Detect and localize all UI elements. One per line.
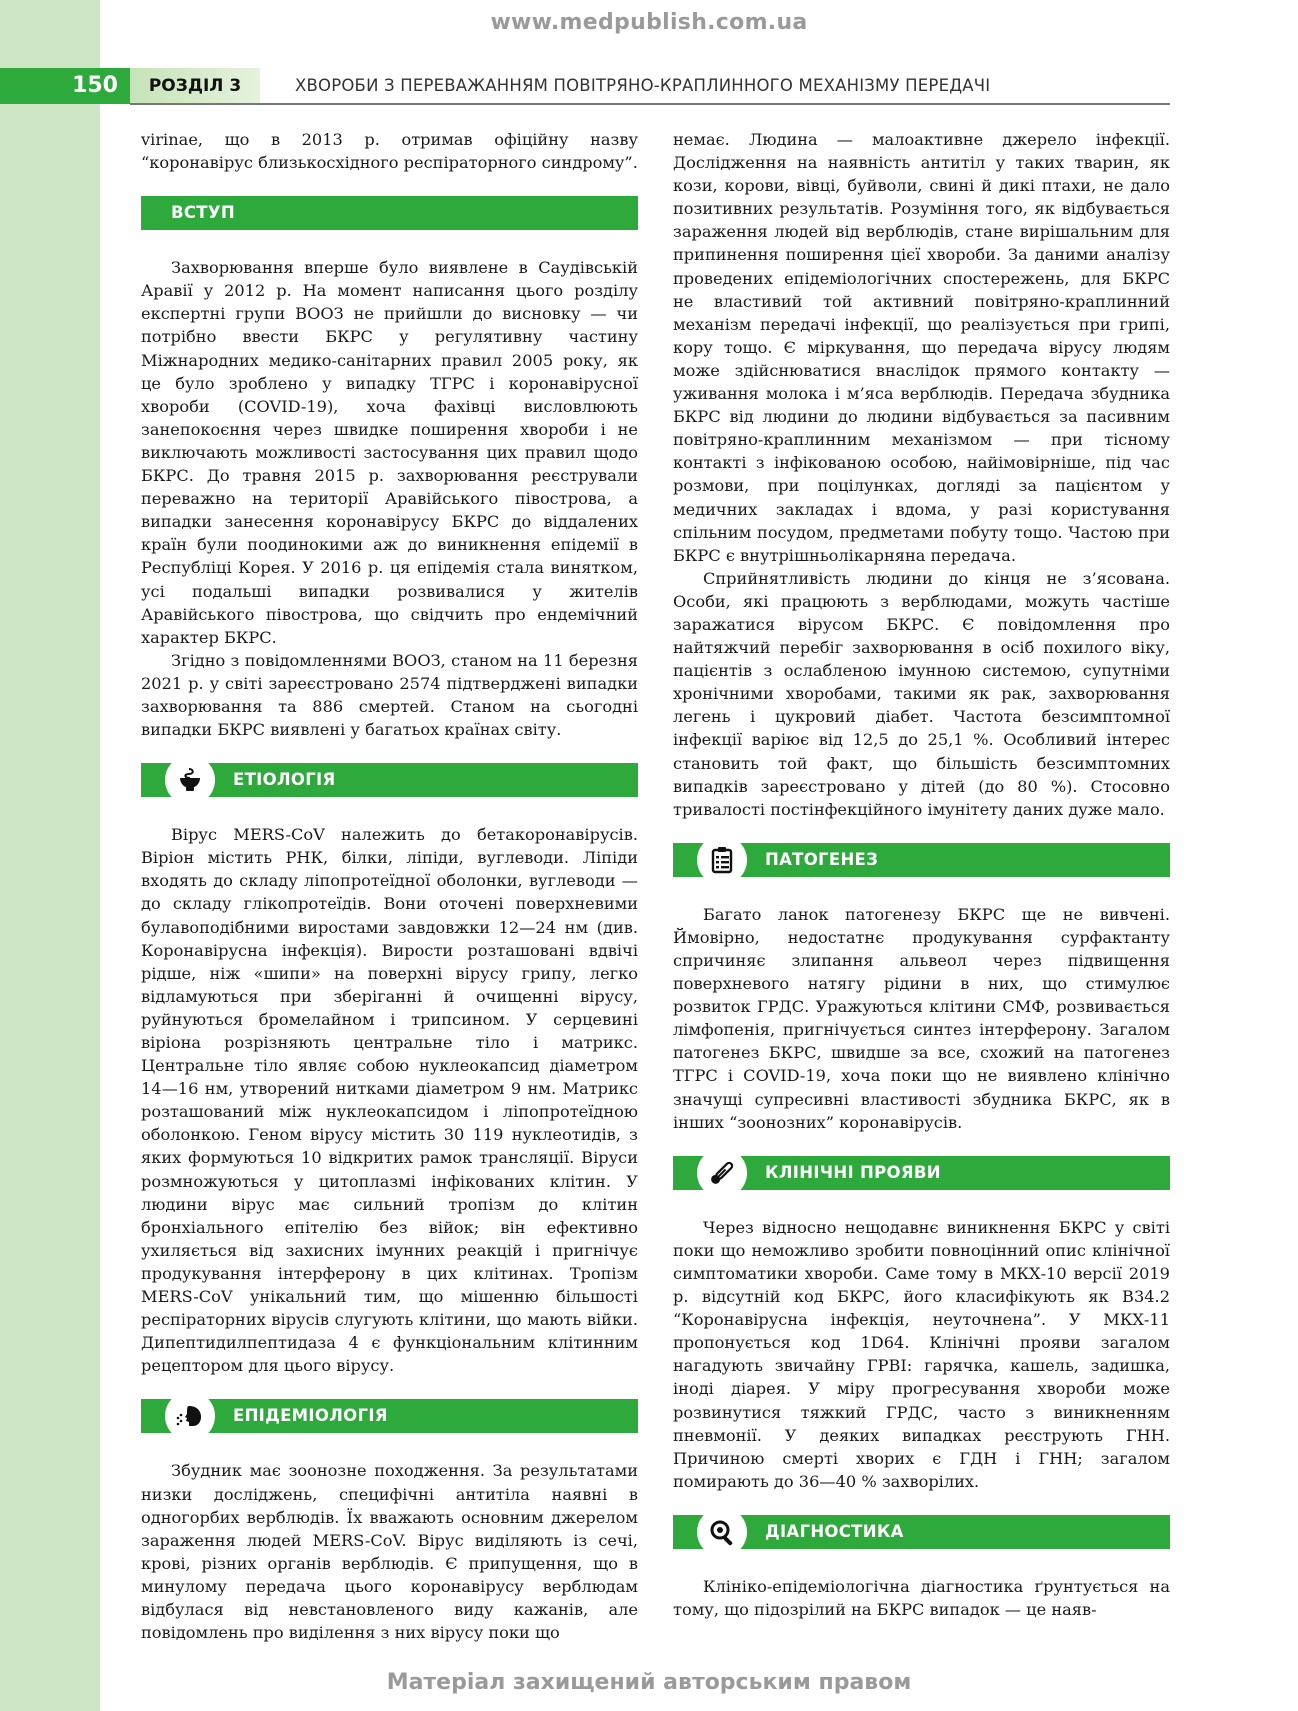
paragraph: Через відносно нещодавнє виникнення БКРС у світі поки що неможливо зробити повноцінний опис клінічної симптоматики хвороби. Саме тому в МКХ-10 версії 2019 р. відсутній код БКРС, його класифікують як B34.2 “Коронавірусна інфекція, неуточнена”. У МКХ-11 пропонується код 1D64. Клінічні прояви загалом нагадують звичайну ГРВІ: гарячка, кашель, задишка, іноді діарея. У міру прогресування хвороби може розвинутися тяжкий ГРДС, часто з виникненням пневмонії. У деяких випадках реєструють ГНН. Причиною смерті хворих є ГДН і ГНН; загалом помирають до 36—40 % захворілих. (673, 1217, 1170, 1491)
paragraph: Збудник має зоонозне походження. За результатами низки досліджень, специфічні антитіла наявні в одногорбих верблюдів. Їх вважають основним джерелом зараження людей MERS-CoV. Вірус виділяють із сечі, крові, різних органів верблюдів. Є припущення, що в минулому передача цього коронавірусу верблюдам відбулася від невстановленого виду кажанів, але повідомлень про виділення з них вірусу поки що (141, 1461, 638, 1643)
chapter-label: РОЗДІЛ 3 (130, 68, 260, 104)
section-header-epidemiology (141, 1399, 638, 1433)
paragraph: Захворювання вперше було виявлене в Саудівській Аравії у 2012 р. На момент написання цього розділу експертні групи ВООЗ не прийшли до висновку — чи потрібно ввести БКРС у регулятивну частину Міжнародних медико-санітарних правил 2005 року, як це було зроблено у випадку ТГРС і коронавірусної хвороби (COVID-19), хоча фахівці висловлюють занепокоєння через швидке поширення хвороби і не виключають можливості застосування цих правил щодо БКРС. До травня 2015 р. захворювання реєстрували переважно на території Аравійського півострова, а випадки занесення коронавірусу БКРС до віддалених країн були поодинокими аж до виникнення епідемії в Республіці Корея. У 2016 р. ця епідемія стала винятком, усі подальші випадки розвивалися у жителів Аравійського півострова, що свідчить про ендемічний характер БКРС. (141, 258, 638, 647)
chapter-title: ХВОРОБИ З ПЕРЕВАЖАННЯМ ПОВІТРЯНО-КРАПЛИННОГО МЕХАНІЗМУ ПЕРЕДАЧІ (295, 76, 991, 95)
section-title: ЕПІДЕМІОЛОГІЯ (233, 1406, 388, 1426)
section-title: КЛІНІЧНІ ПРОЯВИ (765, 1162, 941, 1182)
thermometer-icon (699, 1150, 745, 1196)
paragraph: Багато ланок патогенезу БКРС ще не вивчені. Ймовірно, недостатнє продукування сурфактанту спричиняє злипання альвеол через підвищення поверхневого натягу рідини в них, що стимулює розвиток ГРДС. Уражуються клітини СМФ, розвивається лімфопенія, пригнічується синтез інтерферону. Загалом патогенез БКРС, швидше за все, схожий на патогенез ТГРС і COVID-19, хоча поки що не виявлено клінічно значущі супресивні властивості збудника БКРС, як в інших “зоонозних” коронавірусів. (673, 904, 1170, 1132)
left-column (141, 128, 638, 1644)
section-header-intro (141, 196, 638, 230)
paragraph: Сприйнятливість людини до кінця не з’ясована. Особи, які працюють з верблюдами, можуть частіше заражатися вірусом БКРС. Є повідомлення про найтяжчий перебіг захворювання в осіб похилого віку, пацієнтів з ослабленою імунною системою, супутніми хронічними хворобами, такими як рак, захворювання легень і цукровий діабет. Частота безсимптомної інфекції варіює від 12,5 до 25,1 %. Особливий інтерес становить той факт, що більшість безсимптомних випадків зареєстровано у дітей (до 80 %). Стосовно тривалості постінфекційного імунітету даних дуже мало. (673, 568, 1170, 819)
paragraph: virinae, що в 2013 р. отримав офіційну назву “коронавірус близькосхідного респіраторного синдрому”. (141, 130, 638, 173)
magnifier-icon (699, 1509, 745, 1555)
section-title: ЕТІОЛОГІЯ (233, 770, 336, 790)
section-header-pathogenesis (673, 843, 1170, 877)
paragraph: Вірус MERS-CoV належить до бетакоронавірусів. Віріон містить РНК, білки, ліпіди, вуглеводи. Ліпіди входять до складу ліпопротеїдної оболонки, вуглеводи — до складу глікопротеїдів. Вони оточені поверхневими булавоподібними виростами завдовжки 12—24 нм (див. Коронавірусна інфекція). Вирости розташовані вдвічі рідше, ніж «шипи» на поверхні вірусу грипу, легко відламуються при зберіганні й очищенні вірусу, руйнуються бромелайном і трипсином. У серцевині віріона розрізняють центральне тіло і матрикс. Центральне тіло являє собою нуклеокапсид діаметром 14—16 нм, утворений нитками діаметром 9 нм. Матрикс розташований між нуклеокапсидом і ліпопротеїдною оболонкою. Геном вірусу містить 30 119 нуклеотидів, з яких формуються 10 відкритих рамок трансляції. Віруси розмножуються у цитоплазмі інфікованих клітин. У людини вірус має сильний тропізм до клітин бронхіального епітелію без війок; він ефективно ухиляється від захисних імунних реакцій і пригнічує продукування інтерферону в цих клітинах. Тропізм MERS-CoV унікальний тим, що мішенню більшості респіраторних вірусів слугують клітини, що мають війки. Дипептидилпептидаза 4 є функціональним клітинним рецептором для цього вірусу. (141, 825, 638, 1376)
paragraph: немає. Людина — малоактивне джерело інфекції. Дослідження на наявність антитіл у таких тварин, як кози, корови, вівці, буйволи, свині й дикі птахи, не дало позитивних результатів. Розуміння того, як відбувається зараження людей від верблюдів, стане вирішальним для припинення поширення цієї хвороби. За даними аналізу проведених епідеміологічних спостережень, для БКРС не властивий той активний повітряно-краплинний механізм передачі інфекції, що реалізується при грипі, кору тощо. Є міркування, що передача вірусу людям може здійснюватися внаслідок прямого контакту — уживання молока і м’яса верблюдів. Передача збудника БКРС від людини до людини відбувається за пасивним повітряно-краплинним механізмом — при тісному контакті з інфікованою особою, найімовірніше, під час розмови, при поцілунках, догляді за пацієнтом у медичних закладах і вдома, у разі користування спільним посудом, предметами побуту тощо. Частою при БКРС є внутрішньолікарняна передача. (673, 130, 1170, 565)
section-title: ДІАГНОСТИКА (765, 1521, 904, 1541)
section-header-etiology (141, 763, 638, 797)
clipboard-icon (699, 837, 745, 883)
watermark-bottom: Матеріал захищений авторським правом (386, 1670, 912, 1695)
page-header (0, 68, 1170, 104)
header-rule (130, 103, 1170, 105)
page-number: 150 (0, 68, 130, 104)
side-strip (0, 0, 100, 1711)
section-header-diagnostics (673, 1515, 1170, 1549)
paragraph: Клініко-епідеміологічна діагностика ґрунтується на тому, що підозрілий на БКРС випадок — це наяв- (673, 1576, 1170, 1619)
paragraph: Згідно з повідомленнями ВООЗ, станом на 11 березня 2021 р. у світі зареєстровано 2574 підтверджені випадки захворювання та 886 смертей. Станом на сьогодні випадки БКРС виявлені у багатьох країнах світу. (141, 650, 638, 740)
section-title: ПАТОГЕНЕЗ (765, 849, 879, 869)
section-header-clinical (673, 1156, 1170, 1190)
cough-head-icon (167, 1393, 213, 1439)
section-title: ВСТУП (171, 203, 235, 223)
pharmacy-bowl-icon (167, 757, 213, 803)
right-column (673, 128, 1170, 1621)
watermark-top: www.medpublish.com.ua (490, 10, 808, 35)
